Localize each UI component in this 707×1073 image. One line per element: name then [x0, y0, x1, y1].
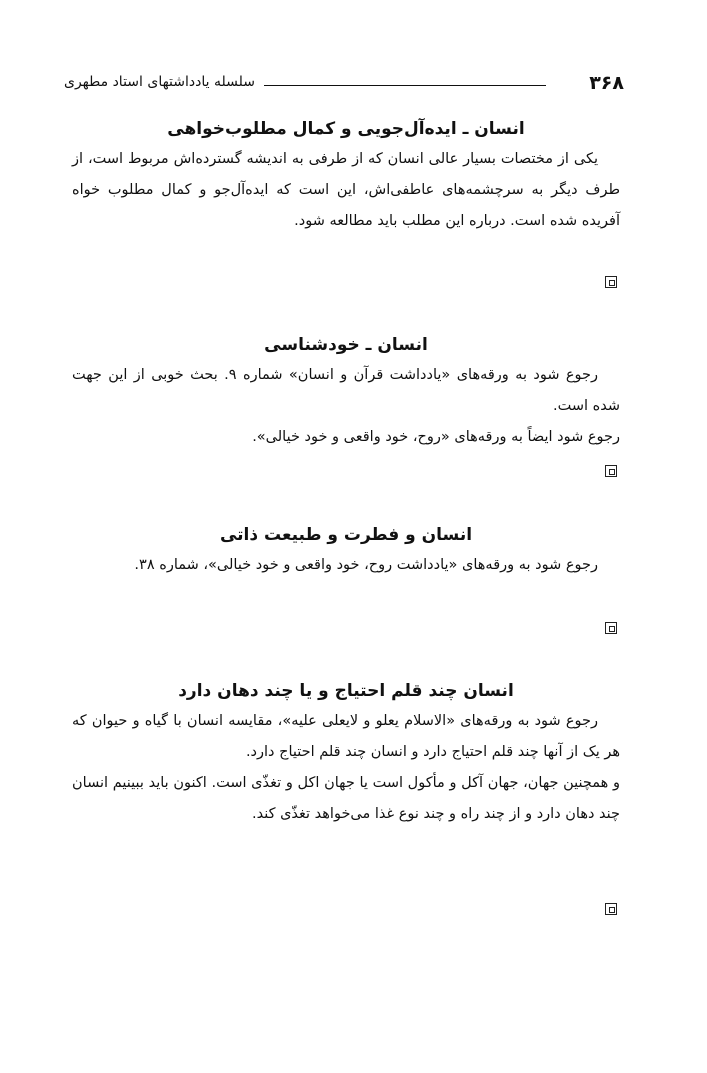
- section-innate-nature: [72, 520, 620, 581]
- paragraph: رجوع شود به ورقه‌های «یادداشت روح، خود واقعی و خود خیالی»، شماره ۳۸.: [134, 557, 598, 573]
- section-self-knowledge: [72, 330, 620, 453]
- section-title: انسان ـ خودشناسی: [264, 335, 428, 355]
- paragraph: رجوع شود به ورقه‌های «یادداشت قرآن و انسان» شماره ۹. بحث خوبی از این جهت شده است.: [72, 367, 620, 414]
- section-title: انسان چند قلم احتیاج و یا چند دهان دارد: [178, 681, 514, 701]
- paragraph: یکی از مختصات بسیار عالی انسان که از طرفی به اندیشه گسترده‌اش مربوط است، از طرف دیگر به سرچشمه‌های عاطفی‌اش، این است که ایده‌آل‌جو و کمال مطلوب خواه آفریده شده است. درباره این مطلب باید مطالعه شود.: [72, 151, 620, 229]
- paragraph: رجوع شود ایضاً به ورقه‌های «روح، خود واقعی و خود خیالی».: [252, 429, 620, 445]
- section-title: انسان ـ ایده‌آل‌جویی و کمال مطلوب‌خواهی: [167, 119, 525, 139]
- header-rule: [264, 85, 546, 86]
- section-needs: [72, 676, 620, 830]
- section-idealism: [72, 114, 620, 237]
- section-end-icon: [605, 903, 617, 915]
- series-title: سلسله یادداشتهای استاد مطهری: [64, 74, 255, 90]
- section-title: انسان و فطرت و طبیعت ذاتی: [219, 525, 473, 545]
- section-end-icon: [605, 276, 617, 288]
- section-end-icon: [605, 465, 617, 477]
- section-end-icon: [605, 622, 617, 634]
- page-number: ۳۶۸: [589, 72, 624, 94]
- running-header: [64, 72, 624, 96]
- paragraph: و همچنین جهان، جهان آکل و مأکول است یا جهان اکل و تغذّی است. اکنون باید ببینیم انسان چند دهان دارد و از چند راه و چند نوع غذا می‌خواهد تغذّی کند.: [72, 775, 620, 822]
- paragraph: رجوع شود به ورقه‌های «الاسلام یعلو و لایعلی علیه»، مقایسه انسان با گیاه و حیوان که هر یک از آنها چند قلم احتیاج دارد و انسان چند قلم احتیاج دارد.: [72, 713, 620, 760]
